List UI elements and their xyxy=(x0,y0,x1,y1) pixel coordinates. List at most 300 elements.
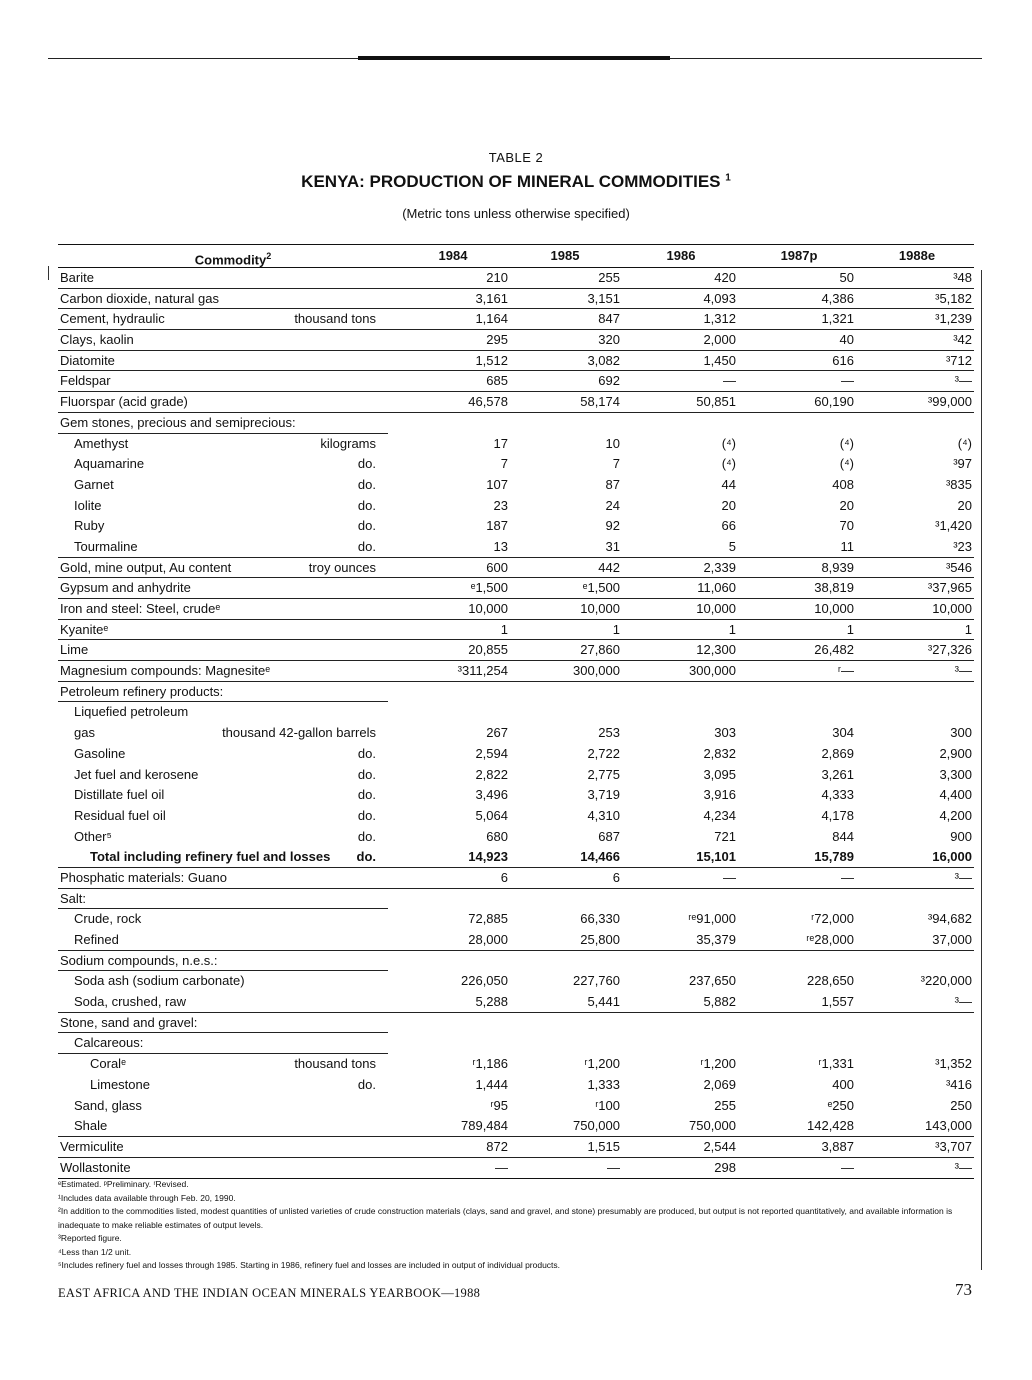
table-footnotes xyxy=(58,1178,974,1273)
value-cell-1986: 300,000 xyxy=(689,663,736,679)
commodity-label: Cement, hydraulic xyxy=(60,311,165,327)
unit-label: do. xyxy=(357,1076,376,1092)
value-cell-1987: 70 xyxy=(839,518,854,534)
running-title: EAST AFRICA AND THE INDIAN OCEAN MINERALS YEARBOOK—1988 xyxy=(58,1286,481,1300)
unit-label: do. xyxy=(357,456,376,472)
value-cell-1987: 4,178 xyxy=(821,807,854,823)
value-cell-1985: 253 xyxy=(598,725,620,741)
value-cell-1987: 1 xyxy=(846,621,854,637)
unit-label: thousand 42-gallon barrels xyxy=(222,725,376,741)
table-row xyxy=(58,847,974,868)
value-cell-1984: ³311,254 xyxy=(457,663,508,679)
commodity-label: Carbon dioxide, natural gas xyxy=(60,290,219,306)
value-cell-1984: 295 xyxy=(486,332,508,348)
value-cell-1985: ᵉ1,500 xyxy=(582,580,620,596)
value-cell-1987: ʳ— xyxy=(837,663,854,679)
commodity-header-text: Commodity xyxy=(194,252,267,268)
value-cell-1984: 46,578 xyxy=(468,394,508,410)
value-cell-1987: 2,869 xyxy=(821,745,854,761)
value-cell-1984: 14,923 xyxy=(468,849,508,865)
value-cell-1988: ³— xyxy=(954,869,972,885)
commodity-label: Ruby xyxy=(74,518,105,534)
value-cell-1987: 60,190 xyxy=(814,394,854,410)
value-cell-1985: 14,466 xyxy=(580,849,620,865)
commodity-label: Stone, sand and gravel: xyxy=(60,1014,198,1030)
value-cell-1987: 50 xyxy=(839,270,854,285)
value-cell-1984: 1,164 xyxy=(475,311,508,327)
value-cell-1986: 3,095 xyxy=(703,766,736,782)
footnote: ¹Includes data available through Feb. 20, 1990. xyxy=(58,1192,236,1203)
value-cell-1985: 31 xyxy=(605,538,620,554)
value-cell-1985: 442 xyxy=(598,559,620,575)
top-rule-accent xyxy=(358,56,670,60)
value-cell-1987: 3,887 xyxy=(821,1138,854,1154)
value-cell-1986: 3,916 xyxy=(703,787,736,803)
value-cell-1988: ³42 xyxy=(953,332,972,348)
commodity-label: Gem stones, precious and semiprecious: xyxy=(60,414,296,430)
table-row xyxy=(58,951,974,972)
value-cell-1986: 10,000 xyxy=(696,601,736,616)
table-row xyxy=(58,1033,974,1054)
year-header-1985: 1985 xyxy=(550,248,580,263)
unit-label: do. xyxy=(356,849,376,865)
value-cell-1987: 616 xyxy=(832,352,854,368)
value-cell-1987: 26,482 xyxy=(814,642,854,658)
value-cell-1988: 143,000 xyxy=(925,1118,972,1134)
commodity-label: Iolite xyxy=(74,497,102,513)
value-cell-1984: 17 xyxy=(493,435,508,451)
commodity-label: Barite xyxy=(60,270,94,285)
unit-label: kilograms xyxy=(320,435,376,451)
value-cell-1985: 255 xyxy=(598,270,620,285)
commodity-label: Shale xyxy=(74,1118,108,1134)
value-cell-1985: 27,860 xyxy=(580,642,620,658)
value-cell-1988: ³94,682 xyxy=(927,911,972,927)
value-cell-1985: 25,800 xyxy=(580,932,620,947)
commodity-label: Phosphatic materials: Guano xyxy=(60,869,227,885)
value-cell-1984: 20,855 xyxy=(468,642,508,658)
value-cell-1986: 750,000 xyxy=(689,1118,736,1134)
table-row xyxy=(58,765,974,786)
value-cell-1986: ʳᵉ91,000 xyxy=(688,911,736,927)
value-cell-1985: ʳ1,200 xyxy=(584,1056,620,1072)
commodity-label: Tourmaline xyxy=(74,538,138,554)
commodity-label: Jet fuel and kerosene xyxy=(74,766,199,782)
value-cell-1988: ³835 xyxy=(945,476,972,492)
value-cell-1986: 5,882 xyxy=(703,994,736,1010)
value-cell-1988: 300 xyxy=(950,725,972,741)
value-cell-1987: 142,428 xyxy=(807,1118,854,1134)
commodity-label: Wollastonite xyxy=(60,1159,131,1175)
value-cell-1988: ³— xyxy=(954,994,972,1010)
table-title-text: KENYA: PRODUCTION OF MINERAL COMMODITIES xyxy=(301,172,721,191)
footnote: ⁵Includes refinery fuel and losses through 1985. Starting in 1986, refinery fuel and losses are included in output of individual products. xyxy=(58,1260,561,1270)
value-cell-1987: — xyxy=(841,373,854,389)
unit-label: do. xyxy=(357,807,376,823)
value-cell-1986: 2,544 xyxy=(703,1138,736,1154)
footnote: ⁴Less than 1/2 unit. xyxy=(58,1246,132,1257)
table-row xyxy=(58,682,974,703)
value-cell-1986: 66 xyxy=(721,518,736,534)
value-cell-1986: — xyxy=(723,373,736,389)
table-row xyxy=(58,785,974,806)
value-cell-1987: 228,650 xyxy=(807,973,854,989)
table-row xyxy=(58,475,974,496)
unit-label: do. xyxy=(357,766,376,782)
value-cell-1987: (⁴) xyxy=(839,435,854,451)
commodity-label: Refined xyxy=(74,932,119,947)
value-cell-1987: 1,557 xyxy=(821,994,854,1010)
value-cell-1984: 1,512 xyxy=(475,352,508,368)
value-cell-1984: 2,822 xyxy=(475,766,508,782)
value-cell-1984: ʳ1,186 xyxy=(472,1056,508,1072)
value-cell-1986: 50,851 xyxy=(696,394,736,410)
commodity-label: Gold, mine output, Au content xyxy=(60,559,232,575)
value-cell-1987: 3,261 xyxy=(821,766,854,782)
table-row xyxy=(58,868,974,889)
value-cell-1988: ³— xyxy=(954,1159,972,1175)
value-cell-1985: 58,174 xyxy=(580,394,620,410)
value-cell-1987: 15,789 xyxy=(814,849,854,865)
value-cell-1985: 687 xyxy=(598,828,620,844)
table-subtitle: (Metric tons unless otherwise specified) xyxy=(402,206,630,221)
unit-label: do. xyxy=(357,787,376,803)
commodity-label: Liquefied petroleum xyxy=(74,704,189,720)
table-row xyxy=(58,620,974,641)
value-cell-1984: 7 xyxy=(500,456,508,472)
value-cell-1984: ᵉ1,500 xyxy=(470,580,508,596)
value-cell-1986: 11,060 xyxy=(697,580,736,596)
value-cell-1984: 107 xyxy=(486,476,508,492)
value-cell-1987: ʳᵉ28,000 xyxy=(806,932,854,947)
commodity-label: gas xyxy=(74,725,95,741)
table-row xyxy=(58,889,974,910)
unit-label: troy ounces xyxy=(308,559,376,575)
value-cell-1984: 28,000 xyxy=(468,932,508,947)
commodity-label: Total including refinery fuel and losses xyxy=(90,849,331,865)
table-row xyxy=(58,289,974,310)
value-cell-1985: 692 xyxy=(598,373,620,389)
unit-label: do. xyxy=(357,828,376,844)
value-cell-1986: 5 xyxy=(728,538,736,554)
value-cell-1986: 721 xyxy=(714,828,736,844)
table-row xyxy=(58,827,974,848)
value-cell-1988: 4,400 xyxy=(939,787,972,803)
table-row xyxy=(58,413,974,434)
commodity-label: Garnet xyxy=(74,476,114,492)
value-cell-1986: 1,312 xyxy=(703,311,736,327)
table-row xyxy=(58,516,974,537)
unit-label: do. xyxy=(357,497,376,513)
value-cell-1985: 1,515 xyxy=(587,1138,620,1154)
value-cell-1984: 2,594 xyxy=(475,745,508,761)
value-cell-1986: 2,832 xyxy=(703,745,736,761)
commodity-label: Kyaniteᵉ xyxy=(60,621,109,637)
commodity-label: Aquamarine xyxy=(74,456,145,472)
value-cell-1985: 10 xyxy=(605,435,620,451)
value-cell-1986: (⁴) xyxy=(721,435,736,451)
table-row xyxy=(58,640,974,661)
value-cell-1985: 3,151 xyxy=(587,290,620,306)
value-cell-1987: 4,386 xyxy=(821,290,854,306)
value-cell-1987: 11 xyxy=(840,538,854,554)
value-cell-1984: 1 xyxy=(500,621,508,637)
commodity-label: Feldspar xyxy=(60,373,111,389)
table-row xyxy=(58,1054,974,1075)
commodity-label: Other⁵ xyxy=(74,828,112,844)
value-cell-1985: 3,719 xyxy=(587,787,620,803)
value-cell-1988: ³416 xyxy=(945,1076,972,1092)
commodity-label: Amethyst xyxy=(74,435,129,451)
value-cell-1988: ³— xyxy=(954,663,972,679)
commodity-label: Soda, crushed, raw xyxy=(74,994,187,1010)
left-edge-mark xyxy=(48,266,49,280)
value-cell-1984: 72,885 xyxy=(468,911,508,927)
value-cell-1984: 789,484 xyxy=(461,1118,508,1134)
value-cell-1986: 255 xyxy=(714,1097,736,1113)
value-cell-1985: 6 xyxy=(612,869,620,885)
unit-label: thousand tons xyxy=(294,1056,376,1072)
table-row xyxy=(58,392,974,413)
value-cell-1987: 400 xyxy=(832,1076,854,1092)
right-edge-rule xyxy=(981,270,982,1270)
value-cell-1987: — xyxy=(841,869,854,885)
year-header-1986: 1986 xyxy=(666,248,696,263)
value-cell-1984: ʳ95 xyxy=(490,1097,508,1113)
value-cell-1984: 10,000 xyxy=(468,601,508,616)
value-cell-1988: 2,900 xyxy=(939,745,972,761)
value-cell-1984: 6 xyxy=(500,869,508,885)
value-cell-1987: 1,321 xyxy=(821,311,854,327)
value-cell-1986: 420 xyxy=(714,270,736,285)
value-cell-1987: 10,000 xyxy=(814,601,854,616)
value-cell-1988: ³1,352 xyxy=(935,1056,972,1072)
value-cell-1986: ʳ1,200 xyxy=(700,1056,736,1072)
value-cell-1985: 300,000 xyxy=(573,663,620,679)
table-row xyxy=(58,661,974,682)
year-header-1987: 1987p xyxy=(780,248,818,263)
value-cell-1987: ʳ1,331 xyxy=(818,1056,854,1072)
table-title-note: 1 xyxy=(725,172,731,184)
value-cell-1986: 44 xyxy=(721,476,736,492)
value-cell-1987: ᵉ250 xyxy=(827,1097,854,1113)
commodity-label: Distillate fuel oil xyxy=(74,787,165,803)
commodity-label: Sodium compounds, n.e.s.: xyxy=(60,952,218,968)
value-cell-1984: 600 xyxy=(486,559,508,575)
value-cell-1988: 16,000 xyxy=(932,849,972,865)
value-cell-1986: 1 xyxy=(728,621,736,637)
value-cell-1988: 900 xyxy=(950,828,972,844)
value-cell-1985: 227,760 xyxy=(573,973,620,989)
value-cell-1985: 320 xyxy=(598,332,620,348)
value-cell-1984: 1,444 xyxy=(475,1076,508,1092)
commodity-label: Magnesium compounds: Magnesiteᵉ xyxy=(60,663,271,679)
value-cell-1987: 844 xyxy=(832,828,854,844)
value-cell-1987: ʳ72,000 xyxy=(811,911,854,927)
footnote: ³Reported figure. xyxy=(58,1233,122,1243)
commodity-label: Limestone xyxy=(90,1076,150,1092)
value-cell-1986: 1,450 xyxy=(703,352,736,368)
value-cell-1986: 4,234 xyxy=(703,807,736,823)
value-cell-1987: 8,939 xyxy=(821,559,854,575)
value-cell-1988: ³3,707 xyxy=(935,1138,972,1154)
value-cell-1988: ³220,000 xyxy=(920,973,972,989)
table-row xyxy=(58,558,974,579)
value-cell-1988: ³1,239 xyxy=(935,311,972,327)
value-cell-1986: 35,379 xyxy=(696,932,736,947)
value-cell-1985: 4,310 xyxy=(587,807,620,823)
value-cell-1986: 303 xyxy=(714,725,736,741)
value-cell-1985: 2,722 xyxy=(587,745,620,761)
table-row xyxy=(58,454,974,475)
value-cell-1985: — xyxy=(607,1159,620,1175)
value-cell-1985: 92 xyxy=(605,518,620,534)
commodity-label: Gypsum and anhydrite xyxy=(60,580,191,596)
value-cell-1984: 13 xyxy=(493,538,508,554)
commodity-label: Vermiculite xyxy=(60,1138,124,1154)
value-cell-1986: 2,339 xyxy=(703,559,736,575)
table-label: TABLE 2 xyxy=(488,150,544,165)
commodity-header-note: 2 xyxy=(266,251,272,261)
table-row xyxy=(58,1096,974,1117)
value-cell-1986: 4,093 xyxy=(703,290,736,306)
commodity-label: Clays, kaolin xyxy=(60,332,134,348)
value-cell-1985: 3,082 xyxy=(587,352,620,368)
value-cell-1984: 210 xyxy=(486,270,508,285)
value-cell-1987: 4,333 xyxy=(821,787,854,803)
table-row xyxy=(58,268,974,289)
table-row xyxy=(58,930,974,951)
value-cell-1987: 40 xyxy=(839,332,854,348)
value-cell-1984: 680 xyxy=(486,828,508,844)
value-cell-1988: ³48 xyxy=(953,270,972,285)
value-cell-1988: (⁴) xyxy=(957,435,972,451)
value-cell-1985: ʳ100 xyxy=(595,1097,620,1113)
commodity-label: Salt: xyxy=(60,890,87,906)
value-cell-1988: ³1,420 xyxy=(935,518,972,534)
value-cell-1986: 298 xyxy=(714,1159,736,1175)
table-row xyxy=(58,723,974,744)
value-cell-1985: 87 xyxy=(605,476,620,492)
value-cell-1985: 1 xyxy=(612,621,620,637)
value-cell-1987: 20 xyxy=(839,497,854,513)
footnote: ²In addition to the commodities listed, modest quantities of unlisted varieties of crude construction materials (clays, sand and gravel, and stone) presumably are produced, but output is not reported quantitatively, and available information is inadequate to make reliable estimates of output levels. xyxy=(58,1206,953,1230)
production-table xyxy=(58,244,974,1179)
table-row xyxy=(58,1158,974,1180)
value-cell-1985: 5,441 xyxy=(587,994,620,1010)
value-cell-1985: 2,775 xyxy=(587,766,620,782)
year-header-1984: 1984 xyxy=(438,248,468,263)
value-cell-1984: 226,050 xyxy=(461,973,508,989)
value-cell-1988: ³37,965 xyxy=(927,580,972,596)
table-row xyxy=(58,599,974,620)
value-cell-1988: ³5,182 xyxy=(935,290,972,306)
value-cell-1984: 5,288 xyxy=(475,994,508,1010)
value-cell-1986: 2,000 xyxy=(703,332,736,348)
table-row xyxy=(58,434,974,455)
table-header-row xyxy=(58,244,974,268)
value-cell-1984: 3,496 xyxy=(475,787,508,803)
value-cell-1988: ³27,326 xyxy=(927,642,972,658)
value-cell-1987: (⁴) xyxy=(839,456,854,472)
value-cell-1988: 250 xyxy=(950,1097,972,1113)
table-row xyxy=(58,371,974,392)
value-cell-1986: 237,650 xyxy=(689,973,736,989)
value-cell-1984: 5,064 xyxy=(475,807,508,823)
table-row xyxy=(58,496,974,517)
commodity-label: Sand, glass xyxy=(74,1097,142,1113)
value-cell-1988: 4,200 xyxy=(939,807,972,823)
value-cell-1985: 10,000 xyxy=(580,601,620,616)
value-cell-1988: ³99,000 xyxy=(927,394,972,410)
value-cell-1986: 2,069 xyxy=(703,1076,736,1092)
table-row xyxy=(58,992,974,1013)
commodity-label: Calcareous: xyxy=(74,1035,144,1051)
value-cell-1986: — xyxy=(723,869,736,885)
table-row xyxy=(58,1137,974,1158)
commodity-label: Lime xyxy=(60,642,89,658)
table-row xyxy=(58,744,974,765)
unit-label: thousand tons xyxy=(294,311,376,327)
value-cell-1986: (⁴) xyxy=(721,456,736,472)
value-cell-1988: ³546 xyxy=(945,559,972,575)
value-cell-1988: 3,300 xyxy=(939,766,972,782)
table-row xyxy=(58,330,974,351)
commodity-label: Iron and steel: Steel, crudeᵉ xyxy=(60,601,221,616)
value-cell-1988: 1 xyxy=(964,621,972,637)
value-cell-1984: 3,161 xyxy=(475,290,508,306)
table-row xyxy=(58,1075,974,1096)
value-cell-1985: 7 xyxy=(612,456,620,472)
value-cell-1987: 38,819 xyxy=(814,580,854,596)
table-row xyxy=(58,578,974,599)
footnote: ᵉEstimated. ᵖPreliminary. ʳRevised. xyxy=(58,1179,189,1189)
value-cell-1988: 20 xyxy=(957,497,972,513)
value-cell-1985: 24 xyxy=(605,497,620,513)
table-row xyxy=(58,806,974,827)
value-cell-1988: 37,000 xyxy=(932,932,972,947)
table-row xyxy=(58,1116,974,1137)
value-cell-1985: 847 xyxy=(598,311,620,327)
value-cell-1984: 267 xyxy=(486,725,508,741)
table-row xyxy=(58,351,974,372)
year-header-1988: 1988e xyxy=(898,248,936,263)
table-body xyxy=(58,268,974,1179)
table-title xyxy=(0,172,1032,192)
table-row xyxy=(58,702,974,723)
value-cell-1984: 685 xyxy=(486,373,508,389)
value-cell-1988: ³— xyxy=(954,373,972,389)
value-cell-1984: 23 xyxy=(493,497,508,513)
commodity-label: Diatomite xyxy=(60,352,115,368)
value-cell-1984: 187 xyxy=(486,518,508,534)
commodity-label: Fluorspar (acid grade) xyxy=(60,394,188,410)
value-cell-1984: — xyxy=(495,1159,508,1175)
unit-label: do. xyxy=(357,538,376,554)
commodity-label: Soda ash (sodium carbonate) xyxy=(74,973,245,989)
commodity-label: Crude, rock xyxy=(74,911,142,927)
table-row xyxy=(58,1013,974,1034)
commodity-label: Residual fuel oil xyxy=(74,807,166,823)
value-cell-1987: — xyxy=(841,1159,854,1175)
value-cell-1988: ³97 xyxy=(953,456,972,472)
value-cell-1985: 66,330 xyxy=(580,911,620,927)
unit-label: do. xyxy=(357,476,376,492)
commodity-label: Petroleum refinery products: xyxy=(60,683,224,699)
unit-label: do. xyxy=(357,745,376,761)
commodity-label: Coralᵉ xyxy=(90,1056,126,1072)
value-cell-1984: 872 xyxy=(486,1138,508,1154)
